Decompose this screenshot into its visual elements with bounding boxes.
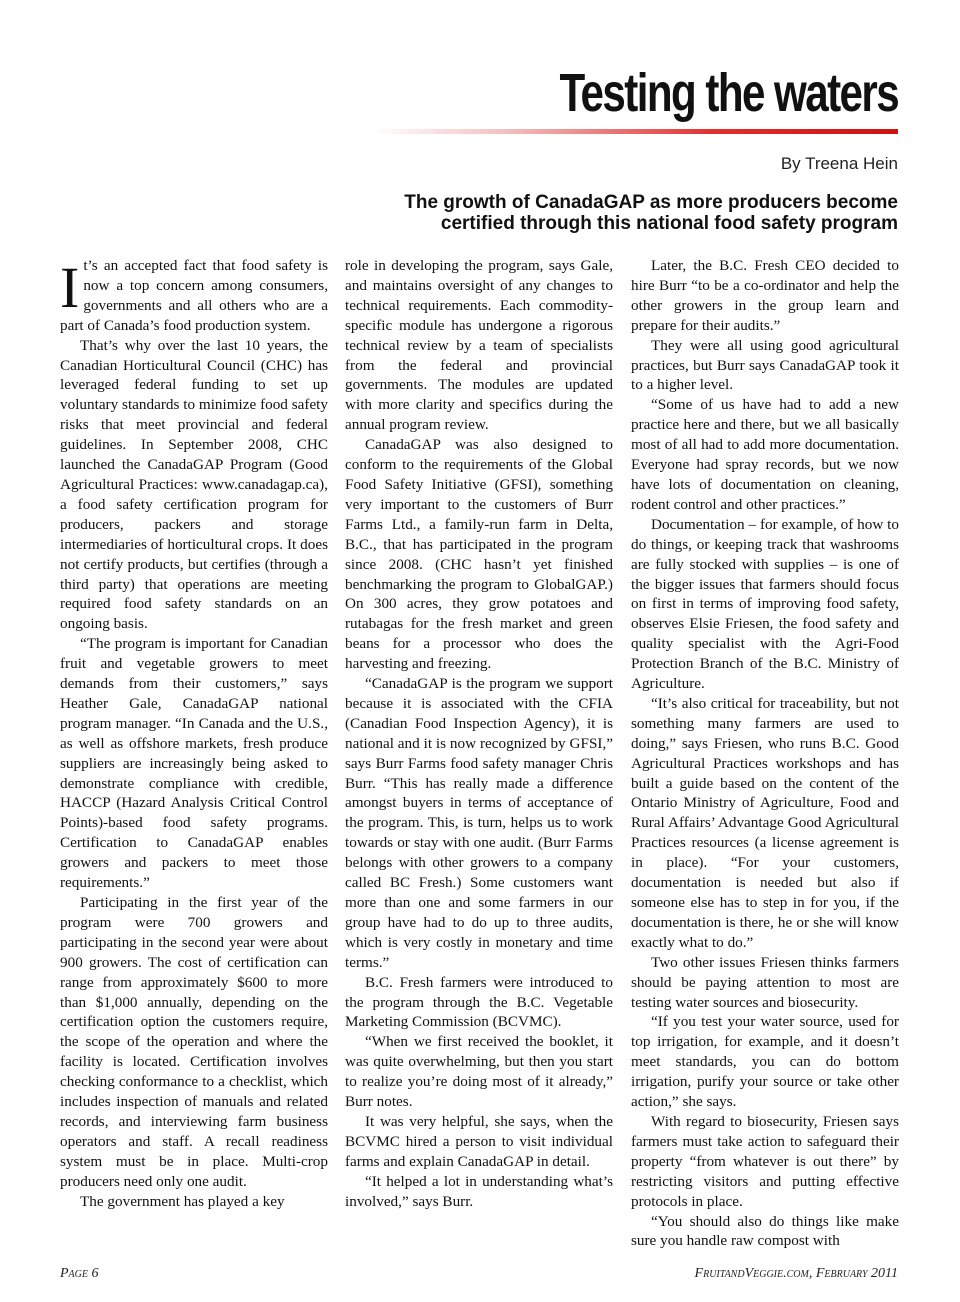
- paragraph: It’s an accepted fact that food safety is now a top concern among consumers, governments and all others who are a part of Canada’s food production system.: [60, 256, 328, 334]
- drop-cap: I: [60, 256, 80, 320]
- paragraph: role in developing the program, says Gale, and maintains oversight of any changes to technical requirements. Each commodity-specific module has undergone a rigorous technical review by a team of specialists from the federal and provincial governments. The modules are updated with more clarity and specifics during the annual program review.: [345, 257, 613, 434]
- paragraph: “It’s also critical for traceability, but not something many farmers are used to doing,” says Friesen, who runs B.C. Good Agricultural Practices workshops and has built a guide based on the content of the Ontario Ministry of Agriculture, Food and Rural Affairs’ Advantage Good Agricultural Practices resources (a license agreement is in place). “For your customers, documentation is needed but also if someone else has to step in for you, if the documentation is there, he or she will know exactly what to do.”: [631, 694, 899, 951]
- paragraph: Later, the B.C. Fresh CEO decided to hire Burr “to be a co-ordinator and help the other growers in the group learn and prepare for their audits.”: [631, 257, 899, 334]
- byline: By Treena Hein: [780, 154, 898, 173]
- publication-footer: FruitandVeggie.com, February 2011: [694, 1266, 898, 1281]
- subtitle: The growth of CanadaGAP as more producers become certified through this national food safety program: [404, 192, 898, 234]
- paragraph: Participating in the first year of the program were 700 growers and participating in the second year were about 900 growers. The cost of certification can range from approximately $600 to more than $1,000 annually, depending on the certification option the customers require, the scope of the operation and where the facility is located. Certification involves checking conformance to a checklist, which includes inspection of manuals and related records, and interviewing farm business operators and staff. A recall readiness system must be in place. Multi-crop producers need only one audit.: [60, 894, 328, 1190]
- paragraph: It was very helpful, she says, when the BCVMC hired a person to visit individual farms and explain CanadaGAP in detail.: [345, 1112, 613, 1170]
- article-column-1: [60, 256, 328, 1258]
- article-column-2: [345, 256, 613, 1258]
- paragraph: “When we first received the booklet, it was quite overwhelming, but then you start to realize you’re doing most of it already,” Burr notes.: [345, 1033, 613, 1111]
- paragraph: “If you test your water source, used for top irrigation, for example, and it doesn’t meet standards, you can do bottom irrigation, purify your source or take other action,” she says.: [631, 1013, 899, 1111]
- paragraph: “It helped a lot in understanding what’s involved,” says Burr.: [345, 1172, 613, 1210]
- page-number: Page 6: [60, 1266, 99, 1281]
- paragraph: B.C. Fresh farmers were introduced to the program through the B.C. Vegetable Marketing Commission (BCVMC).: [345, 973, 613, 1031]
- paragraph: “Some of us have had to add a new practice here and there, but we all basically most of all had to add more documentation. Everyone had spray records, but we now have lots of documentation on cleaning, rodent control and other practices.”: [631, 396, 899, 513]
- paragraph: Two other issues Friesen thinks farmers should be paying attention to most are testing water sources and biosecurity.: [631, 953, 899, 1011]
- article-column-3: [631, 256, 899, 1258]
- title-rule: [372, 129, 898, 134]
- paragraph: “You should also do things like make sure you handle raw compost with: [631, 1212, 899, 1250]
- paragraph: They were all using good agricultural practices, but Burr says CanadaGAP took it to a higher level.: [631, 336, 899, 394]
- paragraph: CanadaGAP was also designed to conform to the requirements of the Global Food Safety Initiative (GFSI), something very important to the customers of Burr Farms Ltd., a family-run farm in Delta, B.C., that has participated in the program since 2008. (CHC hasn’t yet finished benchmarking the program to GlobalGAP.) On 300 acres, they grow potatoes and rutabagas for the fresh market and green beans for a processor who does the harvesting and freezing.: [345, 436, 613, 673]
- page-title: Testing the waters: [559, 63, 898, 123]
- paragraph: “CanadaGAP is the program we support because it is associated with the CFIA (Canadian Food Inspection Agency), it is national and it is now recognized by GFSI,” says Burr Farms food safety manager Chris Burr. “This has really made a difference amongst buyers in terms of acceptance of the program. This, is turn, helps us to work towards or stay with one audit. (Burr Farms belongs with other growers to a company called BC Fresh.) Some customers want more than one and some farmers in our group have had to do up to three audits, which is very costly in monetary and time terms.”: [345, 675, 613, 971]
- paragraph: That’s why over the last 10 years, the Canadian Horticultural Council (CHC) has leveraged federal funding to set up voluntary standards to minimize food safety risks that meet provincial and federal guidelines. In September 2008, CHC launched the CanadaGAP Program (Good Agricultural Practices: www.canadagap.ca), a food safety certification program for producers, packers and storage intermediaries of horticultural crops. It does not certify products, but certifies (through a third party) that operations are meeting required food safety standards on an ongoing basis.: [60, 336, 328, 633]
- paragraph: “The program is important for Canadian fruit and vegetable growers to meet demands from their customers,” says Heather Gale, CanadaGAP national program manager. “In Canada and the U.S., as well as offshore markets, fresh produce suppliers are increasingly being asked to demonstrate compliance with credible, HACCP (Hazard Analysis Critical Control Points)-based food safety programs. Certification to CanadaGAP enables growers and packers to meet those requirements.”: [60, 635, 328, 892]
- paragraph: With regard to biosecurity, Friesen says farmers must take action to safeguard their property “from whatever is out there” by restricting visitors and putting effective protocols in place.: [631, 1112, 899, 1210]
- paragraph: The government has played a key: [80, 1192, 285, 1210]
- paragraph: Documentation – for example, of how to do things, or keeping track that washrooms are fully stocked with supplies – is one of the bigger issues that farmers should focus on first in terms of improving food safety, observes Elsie Friesen, the food safety and quality specialist with the Agri-Food Protection Branch of the B.C. Ministry of Agriculture.: [631, 515, 899, 693]
